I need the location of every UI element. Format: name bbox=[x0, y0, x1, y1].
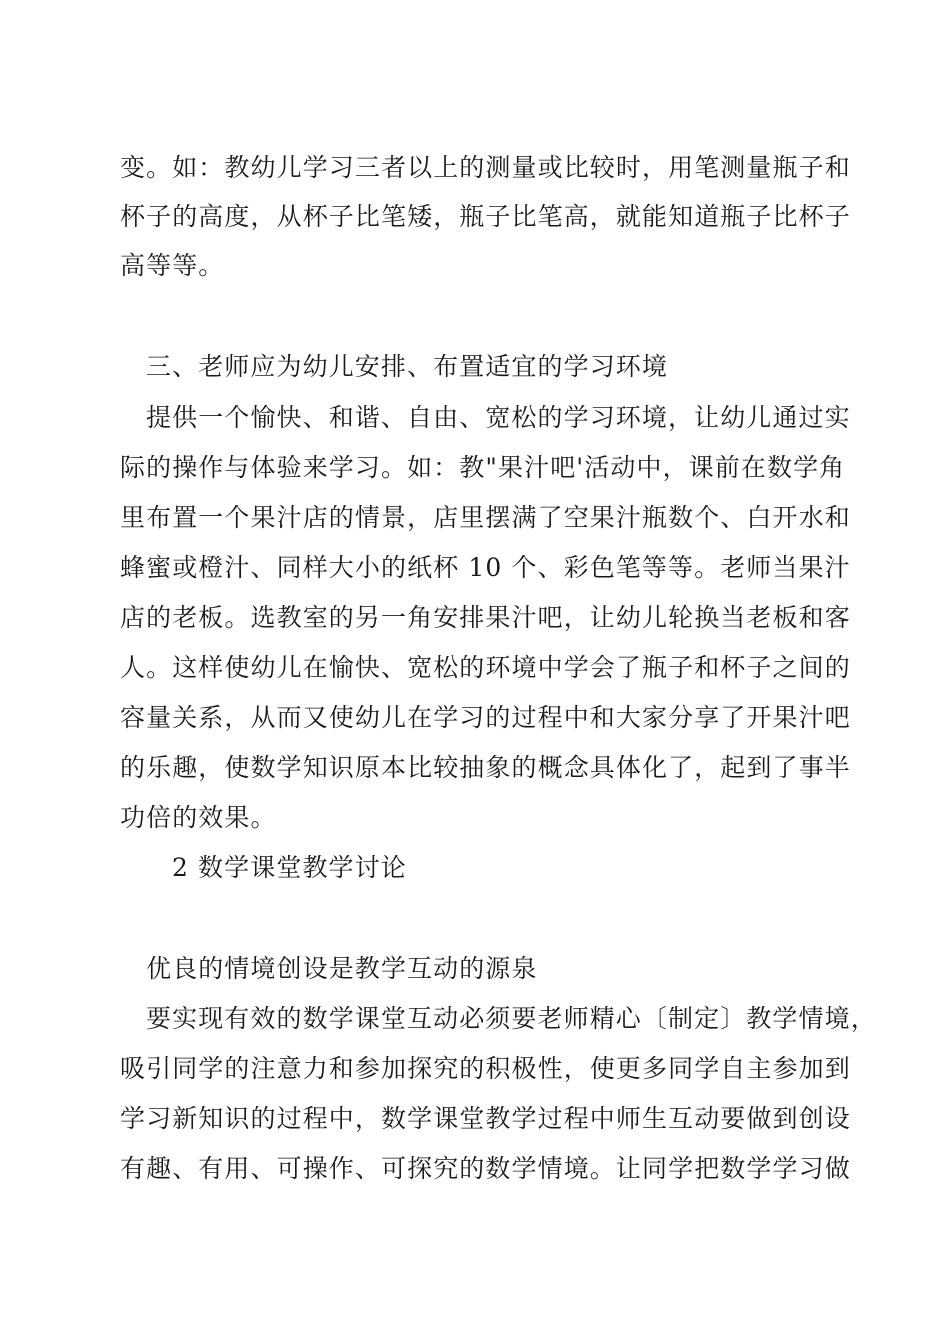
paragraph-3-line-2: 际的操作与体验来学习。如：教"果汁吧'活动中，课前在数学角 bbox=[120, 453, 846, 482]
paragraph-1-line-3: 高等等。 bbox=[120, 251, 225, 280]
paragraph-3-line-5: 店的老板。选教室的另一角安排果汁吧，让幼儿轮换当老板和客 bbox=[120, 603, 851, 632]
paragraph-6-line-1: 要实现有效的数学课堂互动必须要老师精心〔制定〕教学情境， bbox=[146, 1004, 877, 1033]
paragraph-3-line-9: 功倍的效果。 bbox=[120, 803, 277, 832]
paragraph-3-line-8: 的乐趣，使数学知识原本比较抽象的概念具体化了，起到了事半 bbox=[120, 753, 851, 782]
paragraph-1-line-2: 杯子的高度，从杯子比笔矮，瓶子比笔高，就能知道瓶子比杯子 bbox=[120, 202, 851, 231]
subsection-heading: 优良的情境创设是教学互动的源泉 bbox=[146, 954, 538, 983]
paragraph-1-line-1: 变。如：教幼儿学习三者以上的测量或比较时，用笔测量瓶子和 bbox=[120, 153, 851, 182]
paragraph-3-line-6: 人。这样使幼儿在愉快、宽松的环境中学会了瓶子和杯子之间的 bbox=[120, 653, 851, 682]
paragraph-6-line-3: 学习新知识的过程中，数学课堂教学过程中师生互动要做到创设 bbox=[120, 1104, 851, 1133]
paragraph-3-line-7: 容量关系，从而又使幼儿在学习的过程中和大家分享了开果汁吧 bbox=[120, 703, 851, 732]
section-heading-three: 三、老师应为幼儿安排、布置适宜的学习环境 bbox=[146, 352, 669, 381]
paragraph-3-line-3: 里布置一个果汁店的情景，店里摆满了空果汁瓶数个、白开水和 bbox=[120, 503, 851, 532]
section-heading-two: 2 数学课堂教学讨论 bbox=[172, 853, 407, 882]
paragraph-6-line-2: 吸引同学的注意力和参加探究的积极性，使更多同学自主参加到 bbox=[120, 1054, 851, 1083]
paragraph-3-line-4: 蜂蜜或橙汁、同样大小的纸杯 10 个、彩色笔等等。老师当果汁 bbox=[120, 553, 851, 582]
paragraph-6-line-4: 有趣、有用、可操作、可探究的数学情境。让同学把数学学习做 bbox=[120, 1154, 851, 1183]
paragraph-3-line-1: 提供一个愉快、和谐、自由、宽松的学习环境，让幼儿通过实 bbox=[146, 403, 851, 432]
